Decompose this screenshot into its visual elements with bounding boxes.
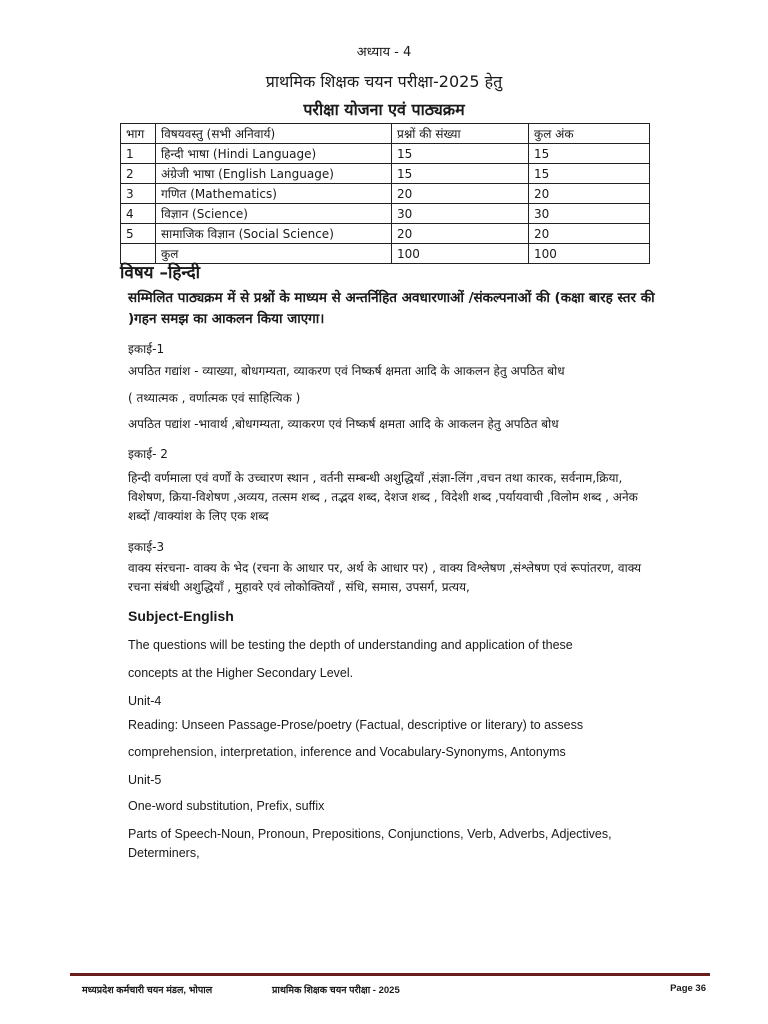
table-row [121,164,650,184]
table-cell: 15 [392,164,529,184]
unit-label: इकाई-1 [128,342,165,356]
hindi-intro: सम्मिलित पाठ्यक्रम में से प्रश्नों के माध्यम से अन्तर्निहित अवधारणाओं /संकल्पनाओं की (कक्षा बारह स्तर की )गहन समझ का आकलन किया जाएगा। [128,290,655,327]
unit5-line: One-word substitution, Prefix, suffix [128,799,325,813]
table-cell: 4 [121,204,156,224]
table-header-row [121,124,650,144]
table-row [121,184,650,204]
unit1-line: ( तथ्यात्मक , वर्णात्मक एवं साहित्यिक ) [128,391,301,405]
table-cell: 15 [392,144,529,164]
table-row [121,144,650,164]
unit3-text: वाक्य संरचना- वाक्य के भेद (रचना के आधार पर, अर्थ के आधार पर) , वाक्य विश्लेषण ,संश्लेषण एवं रूपांतरण, वाक्य रचना संबंधी अशुद्धियाँ , मुहावरे एवं लोकोक्तियाँ , संधि, समास, उपसर्ग, प्रत्यय, [128,561,642,594]
table-row [121,224,650,244]
english-intro-line: concepts at the Higher Secondary Level. [128,666,354,680]
table-cell: 20 [529,184,650,204]
table-cell: विज्ञान (Science) [156,204,392,224]
table-cell: 30 [392,204,529,224]
hindi-section-heading: विषय –हिन्दी [120,263,201,283]
table-cell: 20 [529,224,650,244]
chapter-label: अध्याय - 4 [356,45,412,60]
table-cell: 20 [392,224,529,244]
english-intro-line: The questions will be testing the depth of understanding and application of these [128,638,573,652]
table-cell: सामाजिक विज्ञान (Social Science) [156,224,392,244]
unit1-line: अपठित गद्यांश - व्याख्या, बोधगम्यता, व्याकरण एवं निष्कर्ष क्षमता आदि के आकलन हेतु अपठित बोध [128,364,565,378]
table-cell: 100 [529,244,650,264]
footer-organization: मध्यप्रदेश कर्मचारी चयन मंडल, भोपाल [82,985,213,996]
table-cell: 5 [121,224,156,244]
table-header: कुल अंक [529,124,650,144]
unit4-line: Reading: Unseen Passage-Prose/poetry (Factual, descriptive or literary) to assess [128,718,584,732]
table-header: विषयवस्तु (सभी अनिवार्य) [156,124,392,144]
table-header: प्रश्नों की संख्या [392,124,529,144]
table-cell: अंग्रेजी भाषा (English Language) [156,164,392,184]
table-cell: 100 [392,244,529,264]
table-row [121,204,650,224]
footer-exam-name: प्राथमिक शिक्षक चयन परीक्षा - 2025 [272,985,400,996]
unit-label: Unit-4 [128,694,162,708]
unit-label: इकाई-3 [128,540,165,554]
table-cell: 1 [121,144,156,164]
table-cell: हिन्दी भाषा (Hindi Language) [156,144,392,164]
table-cell: 30 [529,204,650,224]
table-cell: 20 [392,184,529,204]
table-cell: 15 [529,164,650,184]
unit-label: Unit-5 [128,773,162,787]
unit2-text: हिन्दी वर्णमाला एवं वर्णों के उच्चारण स्थान , वर्तनी सम्बन्धी अशुद्धियाँ ,संज्ञा-लिंग ,वचन तथा कारक, सर्वनाम,क्रिया, विशेषण, क्रिया-विशेषण ,अव्यय, तत्सम शब्द , तद्भव शब्द, देशज शब्द , विदेशी शब्द ,पर्यायवाची ,विलोम शब्द , अनेक शब्दों /वाक्यांश के लिए एक शब्द [128,471,638,523]
unit-label: इकाई- 2 [128,447,168,461]
table-cell: 3 [121,184,156,204]
page-subtitle: परीक्षा योजना एवं पाठ्यक्रम [303,100,465,119]
unit1-line: अपठित पद्यांश -भावार्थ ,बोधगम्यता, व्याकरण एवं निष्कर्ष क्षमता आदि के आकलन हेतु अपठित बोध [128,417,559,431]
table-cell: गणित (Mathematics) [156,184,392,204]
page-title: प्राथमिक शिक्षक चयन परीक्षा-2025 हेतु [265,72,503,91]
table-cell: 2 [121,164,156,184]
table-cell: 15 [529,144,650,164]
footer-page-number: Page 36 [670,983,706,994]
english-section-heading: Subject-English [128,608,234,624]
table-header: भाग [121,124,156,144]
unit5-line: Parts of Speech-Noun, Pronoun, Prepositions, Conjunctions, Verb, Adverbs, Adjectives, Determiners, [128,827,612,860]
footer-divider [70,973,710,976]
exam-scheme-table [120,123,650,264]
unit4-line: comprehension, interpretation, inference and Vocabulary-Synonyms, Antonyms [128,745,566,759]
table-cell: कुल [156,244,392,264]
